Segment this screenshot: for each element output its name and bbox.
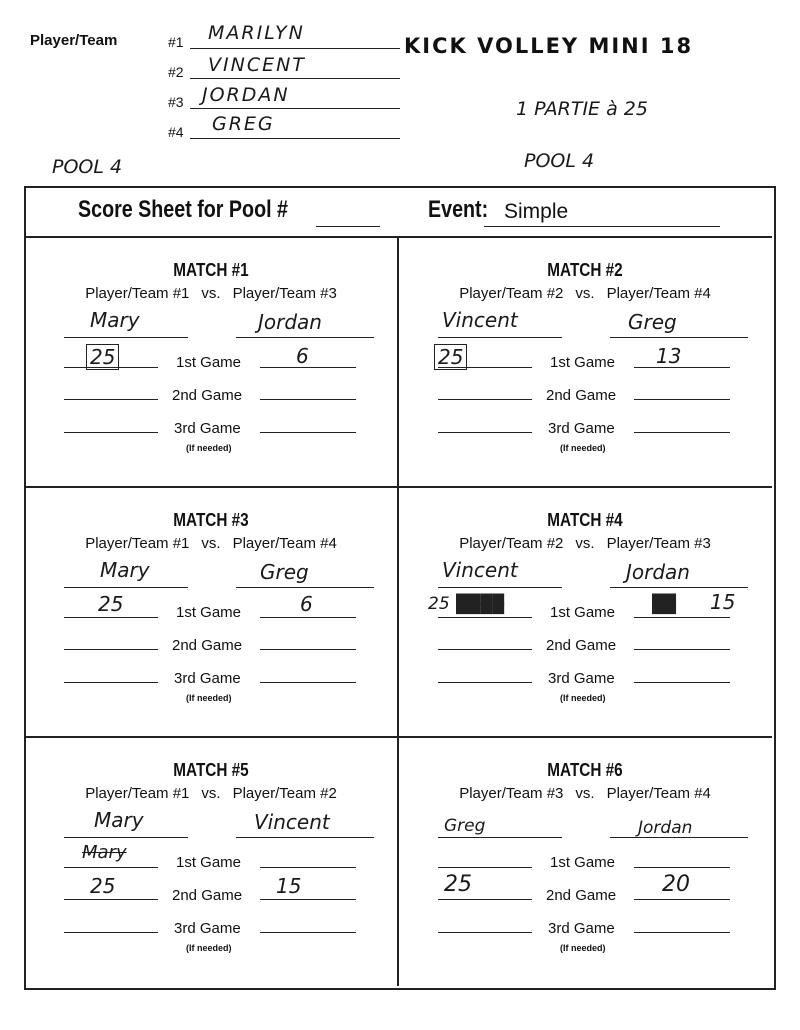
game-1-line-a[interactable]: [438, 867, 532, 868]
game-1-score-a[interactable]: 25: [428, 594, 450, 614]
player-1-name[interactable]: MARILYN: [208, 22, 305, 44]
game-1-label: 1st Game: [550, 604, 616, 621]
if-needed-note: (If needed): [560, 443, 606, 453]
player-2-number: #2: [168, 64, 184, 80]
game-2-line-b[interactable]: [634, 649, 730, 650]
game-2-line-a[interactable]: [64, 649, 158, 650]
player-b-line: [236, 837, 374, 838]
game-1-line-a: [438, 617, 532, 618]
match-players: [24, 535, 398, 552]
game-1-line-a: [64, 867, 158, 868]
game-1-label: 1st Game: [550, 354, 616, 371]
player-1-number: #1: [168, 34, 184, 50]
player-4-number: #4: [168, 124, 184, 140]
player-a-name[interactable]: Greg: [444, 816, 486, 836]
player-b-name[interactable]: Greg: [628, 310, 677, 334]
player-a-name[interactable]: Mary: [90, 308, 140, 332]
match-card-6: [398, 736, 772, 986]
game-2-score-b[interactable]: 20: [662, 872, 690, 897]
game-1-line-b: [260, 367, 356, 368]
player-1-line: [190, 48, 400, 49]
game-1-line-b[interactable]: [634, 867, 730, 868]
game-3-line-a[interactable]: [438, 432, 532, 433]
crossed-out-score-a: ████: [456, 594, 505, 613]
player-team-label: Player/Team: [30, 32, 118, 49]
game-1-label: 1st Game: [176, 354, 242, 371]
player-a-label: Player/Team #1: [85, 535, 190, 552]
game-3-line-b[interactable]: [634, 432, 730, 433]
player-a-label: Player/Team #2: [459, 535, 564, 552]
match-players: [398, 285, 772, 302]
game-1-line-a: [64, 617, 158, 618]
game-1-score-b[interactable]: 13: [656, 344, 682, 368]
game-1-line-a: [438, 367, 532, 368]
player-b-name[interactable]: Vincent: [254, 810, 330, 834]
player-a-label: Player/Team #1: [85, 285, 190, 302]
player-a-line: [64, 587, 188, 588]
player-a-label: Player/Team #1: [85, 785, 190, 802]
match-players: [398, 785, 772, 802]
game-2-score-a[interactable]: 25: [444, 872, 472, 897]
if-needed-note: (If needed): [186, 693, 232, 703]
game-2-label: 2nd Game: [172, 387, 243, 404]
player-a-line: [438, 837, 562, 838]
event-title: KICK VOLLEY MINI 18: [404, 34, 694, 58]
match-card-2: [398, 236, 772, 486]
player-4-line: [190, 138, 400, 139]
match-title: MATCH #3: [173, 510, 249, 530]
game-2-label: 2nd Game: [546, 887, 617, 904]
pool-number-line[interactable]: [316, 226, 380, 227]
game-2-line-b[interactable]: [260, 399, 356, 400]
game-3-line-b[interactable]: [634, 932, 730, 933]
vs-label: vs.: [575, 785, 595, 802]
event-value[interactable]: Simple: [504, 200, 569, 223]
game-1-line-b: [634, 367, 730, 368]
player-2-name[interactable]: VINCENT: [208, 54, 306, 76]
if-needed-note: (If needed): [560, 693, 606, 703]
game-3-label: 3rd Game: [548, 670, 615, 687]
game-2-label: 2nd Game: [172, 637, 243, 654]
game-1-score-b[interactable]: 6: [296, 344, 309, 368]
game-2-line-b[interactable]: [634, 399, 730, 400]
game-1-line-b: [260, 617, 356, 618]
game-1-label: 1st Game: [176, 854, 242, 871]
match-title: MATCH #1: [173, 260, 249, 280]
game-3-label: 3rd Game: [174, 670, 241, 687]
game-1-score-a[interactable]: 25: [86, 344, 119, 370]
game-1-score-a[interactable]: 25: [434, 344, 467, 370]
if-needed-note: (If needed): [186, 443, 232, 453]
game-3-line-a[interactable]: [438, 682, 532, 683]
player-b-name[interactable]: Greg: [260, 560, 309, 584]
game-2-label: 2nd Game: [546, 637, 617, 654]
vs-label: vs.: [575, 535, 595, 552]
player-b-line: [236, 337, 374, 338]
game-3-line-a[interactable]: [438, 932, 532, 933]
player-b-label: Player/Team #2: [232, 785, 337, 802]
player-3-line: [190, 108, 400, 109]
match-players: [398, 535, 772, 552]
player-a-line: [438, 337, 562, 338]
game-1-line-b: [634, 617, 730, 618]
game-3-label: 3rd Game: [174, 920, 241, 937]
game-1-label: 1st Game: [550, 854, 616, 871]
vs-label: vs.: [201, 285, 221, 302]
game-1-line-a: [64, 367, 158, 368]
game-3-line-a[interactable]: [64, 682, 158, 683]
note-partie: 1 PARTIE à 25: [516, 98, 648, 120]
game-2-line-a[interactable]: [64, 399, 158, 400]
game-2-line-b[interactable]: [634, 899, 730, 900]
player-2-line: [190, 78, 400, 79]
note-pool-left: POOL 4: [52, 156, 123, 178]
game-1-score-a[interactable]: 25: [98, 592, 124, 616]
match-players: [24, 285, 398, 302]
player-a-line: [64, 837, 188, 838]
game-2-line-b[interactable]: [260, 899, 356, 900]
event-line: [484, 226, 720, 227]
player-b-line: [610, 587, 748, 588]
player-b-line: [236, 587, 374, 588]
game-3-line-b[interactable]: [260, 932, 356, 933]
crossed-out-score-b: ██: [652, 594, 677, 613]
player-b-label: Player/Team #4: [232, 535, 337, 552]
game-3-line-b[interactable]: [634, 682, 730, 683]
match-card-4: [398, 486, 772, 736]
match-title: MATCH #2: [547, 260, 623, 280]
player-a-line: [64, 337, 188, 338]
game-2-score-b[interactable]: 15: [276, 874, 302, 898]
vs-label: vs.: [201, 785, 221, 802]
game-2-line-a[interactable]: [438, 899, 532, 900]
game-1-score-b[interactable]: 6: [300, 592, 313, 616]
player-b-label: Player/Team #3: [606, 535, 711, 552]
player-b-label: Player/Team #4: [606, 285, 711, 302]
player-3-number: #3: [168, 94, 184, 110]
player-a-label: Player/Team #3: [459, 785, 564, 802]
game-3-line-a[interactable]: [64, 432, 158, 433]
game-3-line-a[interactable]: [64, 932, 158, 933]
game-1-score-b[interactable]: 15: [710, 590, 736, 614]
game-3-label: 3rd Game: [174, 420, 241, 437]
game-3-line-b[interactable]: [260, 682, 356, 683]
player-b-name[interactable]: Jordan: [258, 310, 322, 334]
game-2-line-a[interactable]: [438, 649, 532, 650]
player-a-name[interactable]: Mary: [94, 808, 144, 832]
vs-label: vs.: [201, 535, 221, 552]
game-2-label: 2nd Game: [546, 387, 617, 404]
game-1-line-b: [260, 867, 356, 868]
player-a-name[interactable]: Mary: [100, 558, 150, 582]
event-label: Event:: [428, 196, 489, 223]
game-3-label: 3rd Game: [548, 420, 615, 437]
game-3-label: 3rd Game: [548, 920, 615, 937]
player-b-label: Player/Team #4: [606, 785, 711, 802]
if-needed-note: (If needed): [186, 943, 232, 953]
match-card-3: [24, 486, 398, 736]
player-3-name[interactable]: JORDAN: [202, 84, 290, 106]
game-2-label: 2nd Game: [172, 887, 243, 904]
player-a-name[interactable]: Vincent: [442, 308, 518, 332]
game-3-line-b[interactable]: [260, 432, 356, 433]
if-needed-note: (If needed): [560, 943, 606, 953]
match-card-1: [24, 236, 398, 486]
match-card-5: [24, 736, 398, 986]
match-title: MATCH #4: [547, 510, 623, 530]
game-1-score-a[interactable]: Mary: [82, 842, 127, 863]
vs-label: vs.: [575, 285, 595, 302]
player-a-label: Player/Team #2: [459, 285, 564, 302]
player-b-line: [610, 337, 748, 338]
game-2-line-b[interactable]: [260, 649, 356, 650]
game-2-line-a[interactable]: [438, 399, 532, 400]
match-players: [24, 785, 398, 802]
player-b-name[interactable]: Jordan: [626, 560, 690, 584]
match-title: MATCH #5: [173, 760, 249, 780]
game-2-line-a[interactable]: [64, 899, 158, 900]
player-b-line: [610, 837, 748, 838]
player-b-name[interactable]: Jordan: [638, 818, 693, 838]
game-2-score-a[interactable]: 25: [90, 874, 116, 898]
match-title: MATCH #6: [547, 760, 623, 780]
player-b-label: Player/Team #3: [232, 285, 337, 302]
note-pool-right: POOL 4: [524, 150, 595, 172]
player-a-name[interactable]: Vincent: [442, 558, 518, 582]
sheet-title: Score Sheet for Pool #: [78, 196, 288, 223]
player-a-line: [438, 587, 562, 588]
game-1-label: 1st Game: [176, 604, 242, 621]
player-4-name[interactable]: GREG: [212, 113, 275, 135]
